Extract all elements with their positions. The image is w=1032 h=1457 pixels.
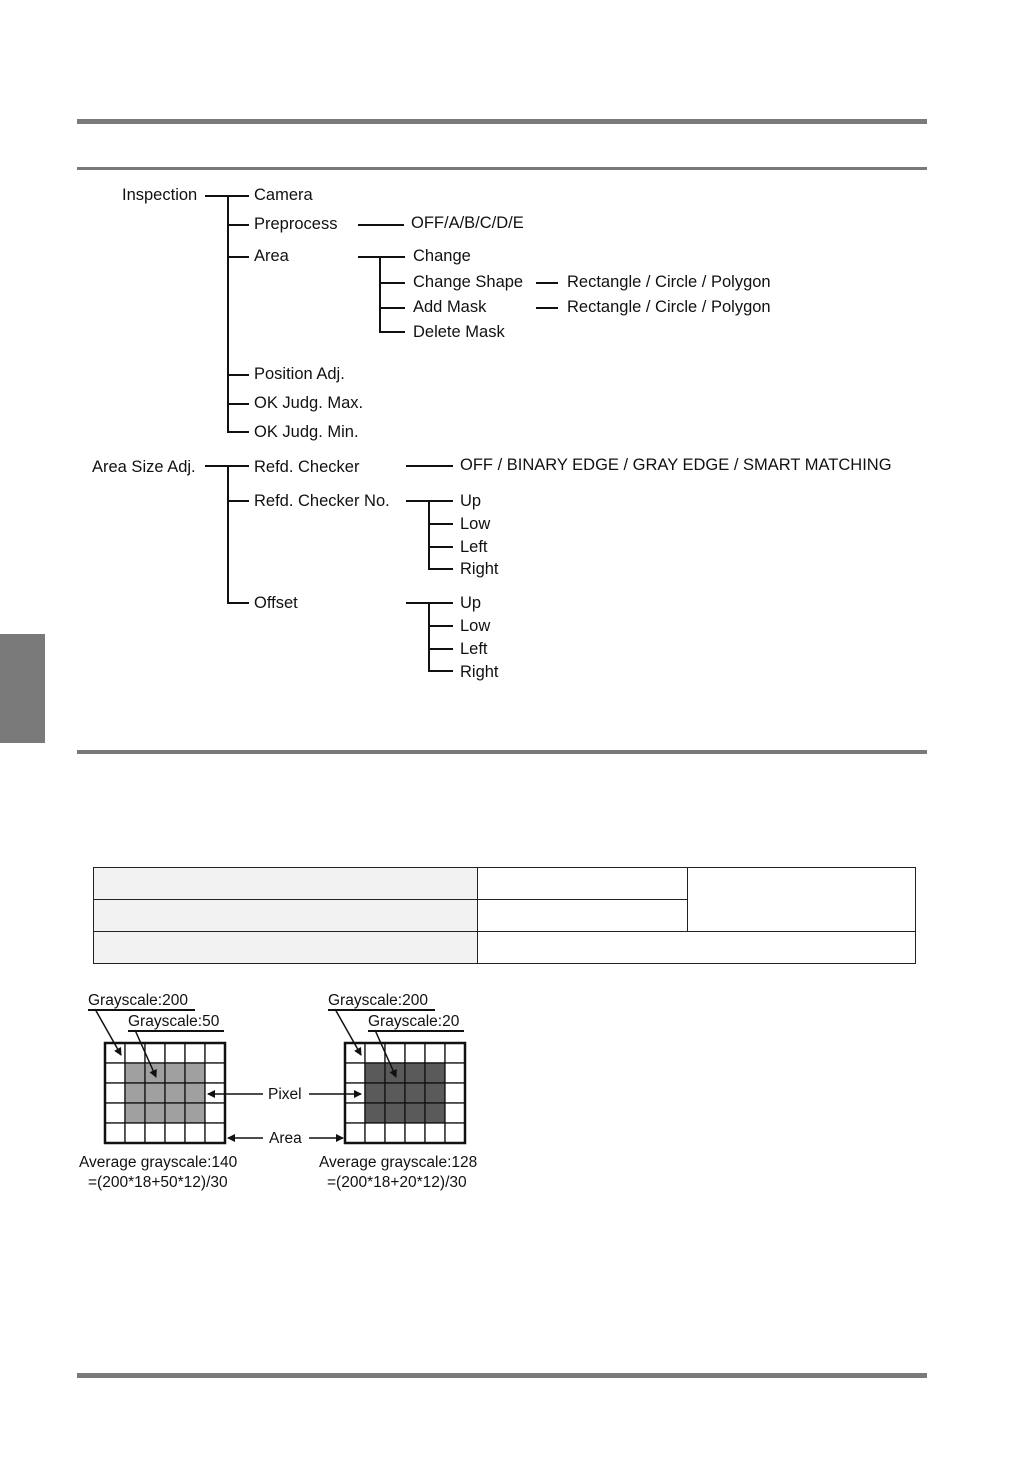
tree-area-add-mask: Add Mask xyxy=(413,298,487,316)
outer-pixel xyxy=(345,1123,365,1143)
inner-pixel xyxy=(365,1103,385,1123)
outer-pixel xyxy=(205,1083,225,1103)
tree-refd-left: Left xyxy=(460,538,488,556)
tree-area: Area xyxy=(254,247,289,265)
outer-pixel xyxy=(425,1043,445,1063)
tree-preprocess-options: OFF/A/B/C/D/E xyxy=(411,214,524,232)
outer-pixel xyxy=(405,1043,425,1063)
inner-pixel xyxy=(425,1103,445,1123)
tree-refd-checker-options: OFF / BINARY EDGE / GRAY EDGE / SMART MATCHING xyxy=(460,456,892,474)
tree-refd-low: Low xyxy=(460,515,491,533)
tree-refd-checker-no: Refd. Checker No. xyxy=(254,492,390,510)
outer-pixel xyxy=(405,1123,425,1143)
left-inner-grayscale-label: Grayscale:50 xyxy=(128,1013,220,1030)
outer-pixel xyxy=(125,1123,145,1143)
outer-pixel xyxy=(445,1123,465,1143)
outer-pixel xyxy=(345,1083,365,1103)
inner-pixel xyxy=(385,1103,405,1123)
outer-pixel xyxy=(185,1043,205,1063)
outer-pixel xyxy=(205,1103,225,1123)
inner-pixel xyxy=(125,1103,145,1123)
left-formula-label: =(200*18+50*12)/30 xyxy=(88,1174,228,1191)
right-formula-label: =(200*18+20*12)/30 xyxy=(327,1174,467,1191)
outer-pixel xyxy=(385,1123,405,1143)
outer-pixel xyxy=(445,1063,465,1083)
tree-area-change-shape: Change Shape xyxy=(413,273,524,291)
tree-area-size-adj: Area Size Adj. xyxy=(92,458,196,476)
inner-pixel xyxy=(145,1083,165,1103)
outer-pixel xyxy=(165,1043,185,1063)
tree-offset-up: Up xyxy=(460,594,482,612)
tree-area-delete-mask: Delete Mask xyxy=(413,323,505,341)
outer-pixel xyxy=(365,1123,385,1143)
outer-pixel xyxy=(345,1103,365,1123)
outer-pixel xyxy=(105,1063,125,1083)
right-inner-grayscale-label: Grayscale:20 xyxy=(368,1013,460,1030)
outer-pixel xyxy=(425,1123,445,1143)
outer-pixel xyxy=(345,1043,365,1063)
outer-pixel xyxy=(105,1123,125,1143)
inner-pixel xyxy=(185,1083,205,1103)
outer-pixel xyxy=(205,1123,225,1143)
left-average-label: Average grayscale:140 xyxy=(79,1154,238,1171)
inner-pixel xyxy=(425,1063,445,1083)
left-outer-grayscale-label: Grayscale:200 xyxy=(88,992,188,1009)
pixel-label: Pixel xyxy=(268,1086,302,1103)
inner-pixel xyxy=(405,1103,425,1123)
inner-pixel xyxy=(185,1103,205,1123)
tree-preprocess: Preprocess xyxy=(254,215,338,233)
inner-pixel xyxy=(365,1083,385,1103)
tree-refd-up: Up xyxy=(460,492,482,510)
right-outer-grayscale-label: Grayscale:200 xyxy=(328,992,428,1009)
outer-pixel xyxy=(445,1043,465,1063)
tree-refd-right: Right xyxy=(460,560,499,578)
inner-pixel xyxy=(185,1063,205,1083)
inner-pixel xyxy=(425,1083,445,1103)
outer-pixel xyxy=(345,1063,365,1083)
tree-offset: Offset xyxy=(254,594,298,612)
tree-refd-checker: Refd. Checker xyxy=(254,458,360,476)
right-average-label: Average grayscale:128 xyxy=(319,1154,478,1171)
tree-offset-low: Low xyxy=(460,617,491,635)
inner-pixel xyxy=(145,1103,165,1123)
outer-pixel xyxy=(185,1123,205,1143)
inner-pixel xyxy=(365,1063,385,1083)
inner-pixel xyxy=(405,1083,425,1103)
outer-pixel xyxy=(445,1103,465,1123)
tree-area-change: Change xyxy=(413,247,471,265)
tree-position-adj: Position Adj. xyxy=(254,365,345,383)
outer-pixel xyxy=(145,1123,165,1143)
inner-pixel xyxy=(125,1083,145,1103)
outer-pixel xyxy=(165,1123,185,1143)
inner-pixel xyxy=(125,1063,145,1083)
area-label: Area xyxy=(269,1130,302,1147)
inner-pixel xyxy=(165,1083,185,1103)
tree-camera: Camera xyxy=(254,186,313,204)
outer-pixel xyxy=(205,1063,225,1083)
outer-pixel xyxy=(205,1043,225,1063)
tree-offset-left: Left xyxy=(460,640,488,658)
tree-ok-judg-max: OK Judg. Max. xyxy=(254,394,364,412)
outer-pixel xyxy=(105,1043,125,1063)
tree-add-mask-options: Rectangle / Circle / Polygon xyxy=(567,298,771,316)
inner-pixel xyxy=(165,1063,185,1083)
left-pixel-grid xyxy=(105,1043,225,1143)
outer-pixel xyxy=(105,1103,125,1123)
outer-pixel xyxy=(445,1083,465,1103)
outer-pixel xyxy=(105,1083,125,1103)
tree-ok-judg-min: OK Judg. Min. xyxy=(254,423,359,441)
right-pixel-grid xyxy=(345,1043,465,1143)
tree-change-shape-options: Rectangle / Circle / Polygon xyxy=(567,273,771,291)
tree-inspection: Inspection xyxy=(122,186,198,204)
inner-pixel xyxy=(405,1063,425,1083)
inner-pixel xyxy=(385,1083,405,1103)
inner-pixel xyxy=(165,1103,185,1123)
tree-offset-right: Right xyxy=(460,663,499,681)
